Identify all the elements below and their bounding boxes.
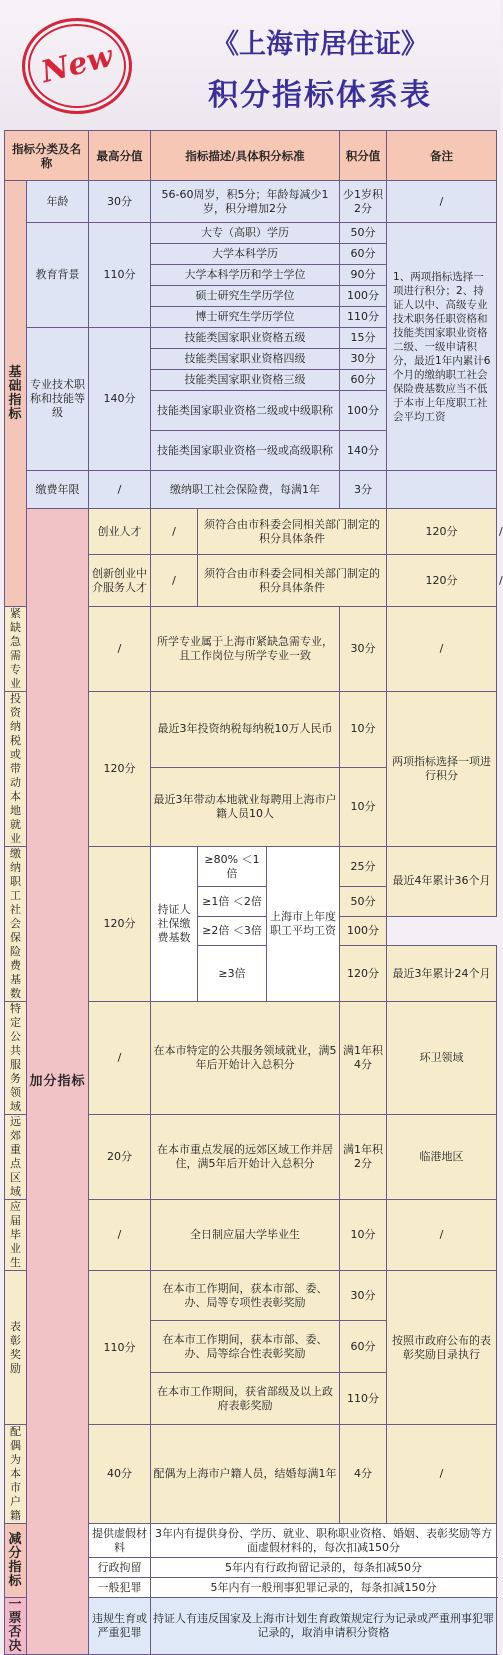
row-name: 配偶为本市户籍: [5, 1425, 27, 1524]
row-score: 60分: [340, 244, 387, 265]
table-row: 加分指标 创业人才 / 须符合由市科委会同相关部门制定的积分具体条件 120分 /: [5, 509, 497, 555]
row-desc: 大学本科学历: [151, 244, 340, 265]
row-desc: 须符合由市科委会同相关部门制定的积分具体条件: [198, 509, 387, 555]
row-note: 最近4年累计36个月: [387, 847, 497, 917]
social-ratio: ≥3倍: [198, 946, 267, 1002]
category-veto: 一票否决: [5, 1598, 27, 1655]
row-score: 140分: [340, 431, 387, 471]
row-score: 4分: [340, 1425, 387, 1524]
row-desc: 5年内有一般刑事犯罪记录的，每条扣减150分: [151, 1578, 497, 1598]
row-score: 30分: [340, 607, 387, 692]
row-desc: 56-60周岁，积5分；年龄每减少1岁，积分增加2分: [151, 181, 340, 223]
row-desc: 配偶为上海市户籍人员，结婚每满1年: [151, 1425, 340, 1524]
row-note: /: [387, 607, 497, 692]
row-note: /: [387, 1425, 497, 1524]
row-score: 90分: [340, 265, 387, 286]
row-desc: 最近3年投资纳税每纳税10万人民币: [151, 692, 340, 768]
row-score: 15分: [340, 328, 387, 349]
row-score: 10分: [340, 1200, 387, 1271]
row-score: 30分: [340, 1271, 387, 1321]
row-score: 100分: [340, 391, 387, 431]
row-desc: 技能类国家职业资格五级: [151, 328, 340, 349]
row-score: 25分: [340, 847, 387, 887]
col-header-category: 指标分类及名称: [5, 131, 89, 181]
poster-subtitle: 积分指标体系表: [208, 78, 432, 113]
row-name: 应届毕业生: [5, 1200, 27, 1271]
row-score: 10分: [340, 692, 387, 768]
row-score: 50分: [340, 223, 387, 244]
row-max: /: [89, 607, 151, 692]
row-desc: 所学专业属于上海市紧缺急需专业，且工作岗位与所学专业一致: [151, 607, 340, 692]
new-badge: [22, 18, 132, 114]
row-desc: 全日制应届大学毕业生: [151, 1200, 340, 1271]
category-subtract: 减分指标: [5, 1524, 27, 1598]
row-score: 50分: [340, 887, 387, 916]
row-desc: 技能类国家职业资格四级: [151, 349, 340, 370]
table-row: [5, 223, 497, 244]
social-ratio: ≥1倍 ＜2倍: [198, 887, 267, 916]
row-max: 30分: [89, 181, 151, 223]
row-note: 最近3年累计24个月: [387, 946, 497, 1002]
col-header-note: 备注: [387, 131, 497, 181]
row-desc: 在本市工作期间，获本市部、委、办、局等综合性表彰奖励: [151, 1321, 340, 1373]
row-score: 满1年积4分: [340, 1002, 387, 1115]
row-desc: 持证人有违反国家及上海市计划生育政策规定行为记录或严重刑事犯罪记录的，取消申请积分资格: [151, 1598, 497, 1655]
row-score: 30分: [340, 349, 387, 370]
row-score: 3分: [340, 471, 387, 509]
row-score: 60分: [340, 1321, 387, 1373]
col-header-max: 最高分值: [89, 131, 151, 181]
row-desc: 在本市重点发展的远郊区域工作并居住，满5年后开始计入总积分: [151, 1115, 340, 1200]
poster-title: 《上海市居住证》: [212, 29, 428, 60]
table-header-row: [5, 131, 497, 181]
col-header-score: 积分值: [340, 131, 387, 181]
row-max: 120分: [89, 692, 151, 847]
row-desc: 在本市工作期间，获本市部、委、办、局等专项性表彰奖励: [151, 1271, 340, 1321]
row-desc: 技能类国家职业资格三级: [151, 370, 340, 391]
row-max: 20分: [89, 1115, 151, 1200]
row-desc: 最近3年带动本地就业每聘用上海市户籍人员10人: [151, 767, 340, 847]
row-score: 110分: [340, 1373, 387, 1425]
row-name: 远郊重点区域: [5, 1115, 27, 1200]
row-name: 投资纳税或带动本地就业: [5, 692, 27, 847]
row-max: /: [151, 509, 198, 555]
row-score: 100分: [340, 286, 387, 307]
row-desc: 大学本科学历和学士学位: [151, 265, 340, 286]
row-score: 100分: [340, 916, 387, 945]
row-note: 两项指标选择一项进行积分: [387, 692, 497, 847]
row-score: 少1岁积2分: [340, 181, 387, 223]
row-score: 120分: [387, 509, 497, 555]
row-score: 110分: [340, 307, 387, 328]
row-name: 专业技术职称和技能等级: [27, 328, 89, 471]
social-holder: 持证人社保缴费基数: [151, 847, 198, 1002]
row-max: 40分: [89, 1425, 151, 1524]
row-max: /: [89, 471, 151, 509]
row-note: [387, 471, 497, 509]
social-ratio: ≥2倍 ＜3倍: [198, 916, 267, 945]
category-basic: 基础指标: [5, 181, 27, 607]
row-name: 年龄: [27, 181, 89, 223]
row-name: 创业人才: [89, 509, 151, 555]
table-row: [5, 181, 497, 223]
row-note: 环卫领域: [387, 1002, 497, 1115]
new-badge-text: New: [37, 38, 117, 91]
row-max: 110分: [89, 223, 151, 328]
row-desc: 技能类国家职业资格一级或高级职称: [151, 431, 340, 471]
row-name: 特定公共服务领域: [5, 1002, 27, 1115]
row-name: 违规生育或严重犯罪: [89, 1598, 151, 1655]
row-desc: 5年内有行政拘留记录的，每条扣减50分: [151, 1558, 497, 1578]
row-max: 110分: [89, 1271, 151, 1425]
row-name: 缴费年限: [27, 471, 89, 509]
row-name: 表彰奖励: [5, 1271, 27, 1425]
row-desc: 硕士研究生学历学位: [151, 286, 340, 307]
row-score: 60分: [340, 370, 387, 391]
row-name: 缴纳职工社会保险费基数: [5, 847, 27, 1002]
row-max: 140分: [89, 328, 151, 471]
row-max: /: [151, 555, 198, 607]
row-note: 1、两项指标选择一项进行积分；2、持证人以中、高级专业技术职务任职资格和技能类国家职业资格二级、一级申请积分，最近1年内累计6个月的缴纳职工社会保险费基数应当不低于本市上年度职工社会平均工资: [387, 223, 497, 471]
social-ratio: ≥80% ＜1倍: [198, 847, 267, 887]
points-table: [4, 130, 503, 1655]
row-max: /: [89, 1002, 151, 1115]
row-note: 按照市政府公布的表彰奖励目录执行: [387, 1271, 497, 1425]
poster-header: [0, 0, 500, 130]
row-max: 120分: [89, 847, 151, 1002]
row-score: 120分: [387, 555, 497, 607]
col-header-desc: 指标描述/具体积分标准: [151, 131, 340, 181]
social-reference: 上海市上年度职工平均工资: [267, 847, 340, 1002]
row-note: /: [387, 1200, 497, 1271]
category-add: 加分指标: [27, 509, 89, 1655]
row-desc: 在本市特定的公共服务领域就业，满5年后开始计入总积分: [151, 1002, 340, 1115]
row-score: 10分: [340, 767, 387, 847]
row-desc: 博士研究生学历学位: [151, 307, 340, 328]
row-max: /: [89, 1200, 151, 1271]
row-note: 临港地区: [387, 1115, 497, 1200]
row-desc: 须符合由市科委会同相关部门制定的积分具体条件: [198, 555, 387, 607]
row-desc: 大专（高职）学历: [151, 223, 340, 244]
row-name: 紧缺急需专业: [5, 607, 27, 692]
row-score: 120分: [340, 946, 387, 1002]
row-name: 提供虚假材料: [89, 1524, 151, 1558]
row-score: 满1年积2分: [340, 1115, 387, 1200]
row-name: 教育背景: [27, 223, 89, 328]
row-name: 行政拘留: [89, 1558, 151, 1578]
row-desc: 技能类国家职业资格二级或中级职称: [151, 391, 340, 431]
row-note: /: [387, 181, 497, 223]
row-name: 创新创业中介服务人才: [89, 555, 151, 607]
table-row: [5, 471, 497, 509]
row-desc: 3年内有提供身份、学历、就业、职称职业资格、婚姻、表彰奖励等方面虚假材料的，每次扣减150分: [151, 1524, 497, 1558]
table-row: 创新创业中介服务人才 / 须符合由市科委会同相关部门制定的积分具体条件 120分 /: [5, 555, 497, 607]
row-desc: 缴纳职工社会保险费，每满1年: [151, 471, 340, 509]
row-desc: 在本市工作期间，获省部级及以上政府表彰奖励: [151, 1373, 340, 1425]
row-name: 一般犯罪: [89, 1578, 151, 1598]
